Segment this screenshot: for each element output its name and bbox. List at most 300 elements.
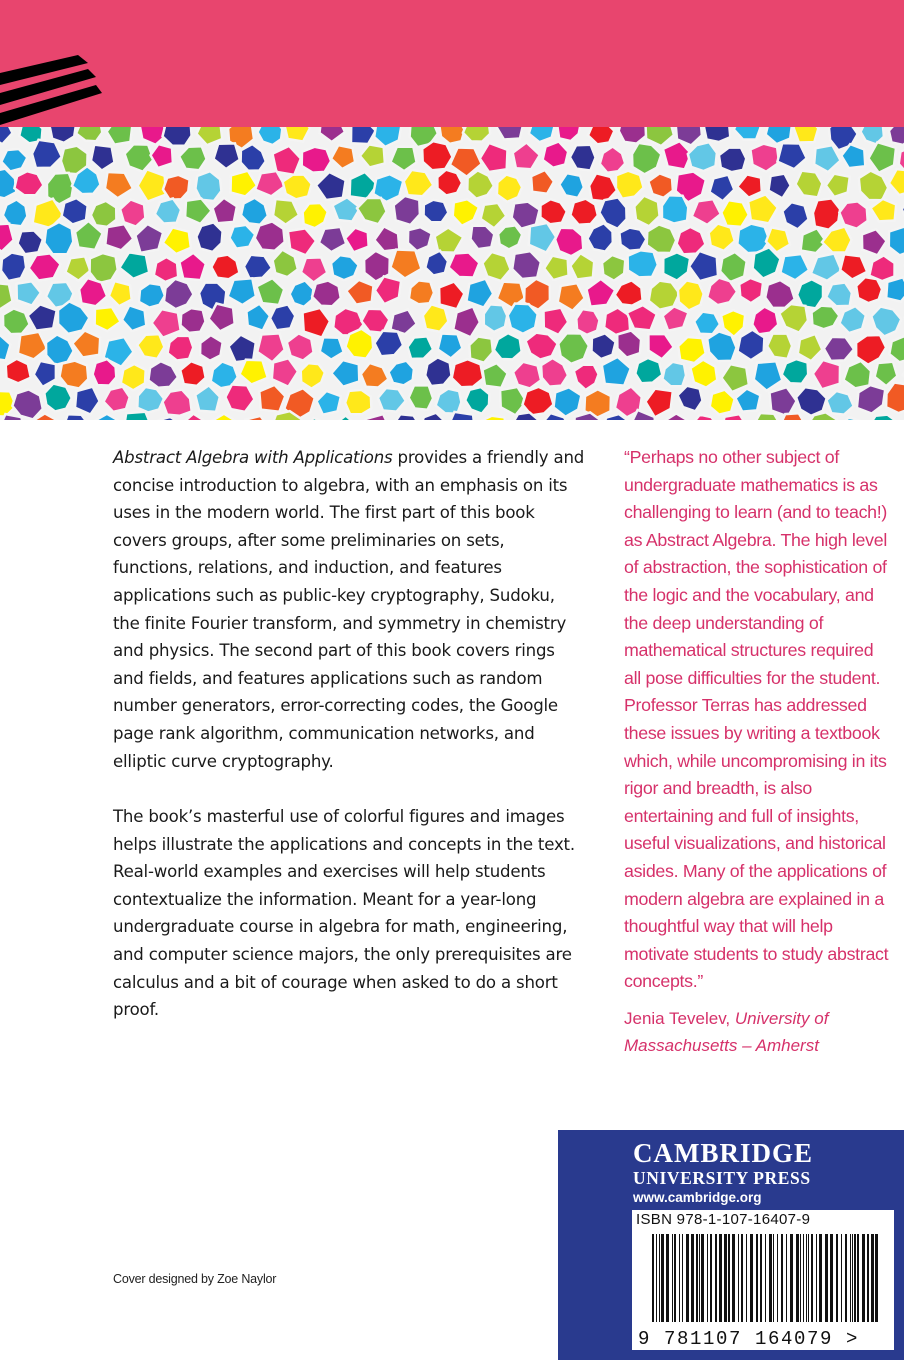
barcode-bar xyxy=(765,1234,766,1322)
mosaic-tile xyxy=(780,254,809,280)
mosaic-tile xyxy=(570,199,598,225)
barcode-bar xyxy=(825,1234,828,1322)
mosaic-tile xyxy=(558,333,589,364)
endorsement-quote: “Perhaps no other subject of undergraduate mathematics is as challenging to learn (and to teach!) as Abstract Algebra. The high level of abstraction, the sophistication of the logic and the vocabulary, and the deep understanding of mathematical structures required all pose difficulties for the student. Professor Terras has addressed these issues by writing a textbook which, while uncompromising in its rigor and breadth, is also entertaining and full of insights, useful visualizations, and historical asides. Many of the applications of modern algebra are explained in a thoughtful way that will help motivate students to study abstract concepts.” xyxy=(624,447,889,992)
barcode-bars xyxy=(632,1232,894,1350)
mosaic-tile xyxy=(91,201,117,227)
mosaic-tile xyxy=(453,199,479,226)
mosaic-tile xyxy=(769,174,791,199)
mosaic-tile xyxy=(424,200,449,223)
mosaic-tile xyxy=(76,127,102,141)
mosaic-tile xyxy=(813,198,840,229)
mosaic-tile xyxy=(694,312,720,335)
mosaic-tile xyxy=(840,306,866,333)
barcode-bar xyxy=(816,1234,817,1322)
publisher-name: CAMBRIDGE xyxy=(633,1138,814,1168)
mosaic-tile xyxy=(709,224,735,251)
mosaic-tile xyxy=(72,331,100,358)
mosaic-tile xyxy=(150,417,181,420)
mosaic-tile xyxy=(793,127,818,143)
mosaic-tile xyxy=(244,255,272,279)
mosaic-tile xyxy=(615,280,643,305)
mosaic-tile xyxy=(312,281,341,307)
mosaic-tile xyxy=(390,250,421,279)
barcode-bar xyxy=(790,1234,793,1322)
barcode-bar xyxy=(715,1234,717,1322)
mosaic-tile xyxy=(469,337,493,363)
mosaic-tile xyxy=(453,307,480,338)
mosaic-tile xyxy=(483,363,508,388)
mosaic-tile xyxy=(663,252,690,280)
mosaic-tile xyxy=(720,252,747,282)
mosaic-tile xyxy=(739,278,763,303)
mosaic-tile xyxy=(544,308,569,335)
publisher-subtitle: UNIVERSITY PRESS xyxy=(633,1168,811,1188)
mosaic-tile xyxy=(109,281,132,306)
mosaic-tile xyxy=(272,358,298,386)
mosaic-tile xyxy=(688,142,717,171)
book-title-italic: Abstract Algebra with Applications xyxy=(113,448,393,467)
mosaic-tile xyxy=(754,361,783,390)
mosaic-tile xyxy=(646,127,674,146)
mosaic-tile xyxy=(409,280,434,304)
mosaic-tile xyxy=(185,199,212,224)
mosaic-tile xyxy=(619,228,646,251)
barcode-bar xyxy=(679,1234,680,1322)
mosaic-tile xyxy=(796,387,827,416)
mosaic-tile xyxy=(180,361,206,386)
mosaic-tile xyxy=(497,175,522,202)
mosaic-tile xyxy=(423,304,449,331)
mosaic-tile xyxy=(257,333,285,362)
barcode-digits: 9 781107 164079 > xyxy=(638,1328,860,1350)
mosaic-tile xyxy=(628,250,658,277)
mosaic-tile xyxy=(471,226,495,250)
mosaic-tile xyxy=(320,127,346,142)
mosaic-tile xyxy=(283,175,312,200)
barcode-bar xyxy=(777,1234,778,1322)
mosaic-tile xyxy=(393,414,421,420)
mosaic-tile xyxy=(333,416,358,421)
barcode-bar xyxy=(811,1234,813,1322)
mosaic-tile xyxy=(290,281,314,307)
barcode-bar xyxy=(699,1234,700,1322)
mosaic-tile xyxy=(796,171,823,198)
mosaic-tile xyxy=(44,222,73,254)
mosaic-tile xyxy=(195,171,221,201)
mosaic-tile xyxy=(148,361,178,388)
mosaic-tile xyxy=(211,255,239,280)
barcode-bar xyxy=(746,1234,747,1322)
publisher-url: www.cambridge.org xyxy=(633,1190,762,1205)
quote-attribution xyxy=(624,1005,892,1059)
barcode-bar xyxy=(674,1234,676,1322)
mosaic-tile xyxy=(93,359,117,385)
mosaic-tile xyxy=(693,415,719,420)
mosaic-tile xyxy=(508,304,538,334)
mosaic-tile xyxy=(602,357,631,386)
description-paragraph-1 xyxy=(113,444,585,775)
mosaic-tile xyxy=(721,414,748,420)
barcode-bar xyxy=(850,1234,851,1322)
mosaic-tile xyxy=(587,279,616,307)
mosaic-tile xyxy=(813,360,840,389)
mosaic-tile xyxy=(58,301,89,334)
mosaic-tile xyxy=(425,357,451,386)
mosaic-tile xyxy=(856,277,882,303)
barcode-bar xyxy=(841,1234,842,1322)
mosaic-tile xyxy=(284,127,310,142)
mosaic-tile xyxy=(302,147,331,173)
mosaic-tile xyxy=(331,360,359,387)
mosaic-tile xyxy=(351,127,376,144)
barcode-bar xyxy=(724,1234,727,1322)
mosaic-tile xyxy=(17,281,41,305)
mosaic-tile xyxy=(748,194,778,223)
mosaic-tile xyxy=(540,199,566,224)
mosaic-tile xyxy=(333,197,361,221)
barcode-bar xyxy=(830,1234,833,1322)
barcode-bar xyxy=(682,1234,683,1322)
mosaic-tile xyxy=(378,388,406,412)
barcode-bar xyxy=(738,1234,739,1322)
barcode-bar xyxy=(707,1234,708,1322)
mosaic-tile xyxy=(6,359,31,384)
mosaic-tile xyxy=(826,391,853,415)
mosaic-tile xyxy=(812,306,840,330)
mosaic-tile xyxy=(138,169,166,201)
mosaic-tile xyxy=(512,251,541,279)
mosaic-tile xyxy=(782,359,809,384)
mosaic-tile xyxy=(1,253,26,282)
mosaic-tile xyxy=(345,390,371,414)
mosaic-tile xyxy=(452,359,484,387)
mosaic-tile xyxy=(139,283,165,307)
mosaic-tile xyxy=(196,222,222,252)
mosaic-tile xyxy=(797,279,823,308)
mosaic-tile xyxy=(588,127,614,144)
mosaic-tile xyxy=(273,199,299,225)
mosaic-tile xyxy=(361,363,389,388)
mosaic-tile xyxy=(331,145,355,169)
mosaic-tile xyxy=(151,144,173,168)
mosaic-tile xyxy=(602,255,625,281)
mosaic-tile xyxy=(861,127,884,144)
mosaic-tile xyxy=(635,358,662,383)
mosaic-tile xyxy=(374,127,401,147)
isbn-label: ISBN 978-1-107-16407-9 xyxy=(636,1211,811,1228)
mosaic-tile xyxy=(480,143,508,172)
mosaic-tile xyxy=(240,360,268,385)
mosaic-tile xyxy=(479,416,507,420)
mosaic-tile xyxy=(496,127,524,140)
mosaic-tile xyxy=(889,169,904,195)
barcode-bar xyxy=(862,1234,865,1322)
mosaic-tile xyxy=(886,277,904,301)
mosaic-tile xyxy=(317,391,342,415)
mosaic-tile xyxy=(719,148,746,173)
mosaic-tile xyxy=(692,199,721,225)
mosaic-tile xyxy=(200,335,223,361)
mosaic-tile xyxy=(436,389,462,414)
mosaic-tile xyxy=(258,127,283,145)
mosaic-tile xyxy=(257,278,285,305)
barcode-bar xyxy=(845,1234,847,1322)
mosaic-tile xyxy=(777,143,806,169)
mosaic-tile xyxy=(498,225,522,249)
barcode-bar xyxy=(773,1234,774,1322)
mosaic-tile xyxy=(678,337,706,363)
mosaic-tile xyxy=(531,170,554,194)
mosaic-tile xyxy=(616,171,644,199)
mosaic-tile xyxy=(346,280,373,305)
mosaic-tile xyxy=(592,333,616,359)
mosaic-tile xyxy=(155,199,181,224)
mosaic-tile xyxy=(270,304,295,330)
mosaic-tile xyxy=(543,142,569,168)
mosaic-tile xyxy=(647,224,677,253)
barcode-bar xyxy=(800,1234,801,1322)
barcode-bar xyxy=(756,1234,758,1322)
mosaic-tile xyxy=(105,224,133,250)
barcode-bar xyxy=(719,1234,722,1322)
mosaic-tile xyxy=(18,332,47,360)
mosaic-tile xyxy=(779,304,808,333)
mosaic-tile xyxy=(357,198,387,224)
mosaic-tile xyxy=(375,331,404,357)
mosaic-tile xyxy=(408,336,434,359)
barcode-bar xyxy=(836,1234,838,1322)
mosaic-tile xyxy=(704,127,730,142)
mosaic-tile xyxy=(120,199,145,226)
diagonal-stripes-decoration xyxy=(0,55,110,125)
mosaic-tile xyxy=(119,252,149,278)
isbn-barcode xyxy=(632,1210,894,1350)
mosaic-tile xyxy=(195,385,220,412)
mosaic-tile xyxy=(303,308,331,338)
mosaic-tile xyxy=(231,171,258,197)
mosaic-tile xyxy=(404,170,434,196)
mosaic-tile xyxy=(46,335,74,366)
mosaic-tile xyxy=(752,307,778,335)
mosaic-tile xyxy=(107,127,133,145)
mosaic-tile xyxy=(122,305,146,331)
barcode-bar xyxy=(728,1234,730,1322)
barcode-bar xyxy=(741,1234,743,1322)
mosaic-tile xyxy=(735,389,760,412)
mosaic-tile xyxy=(437,170,462,196)
mosaic-tile xyxy=(678,386,703,412)
mosaic-tile xyxy=(301,363,325,389)
mosaic-tile xyxy=(754,413,781,420)
barcode-bar xyxy=(710,1234,712,1322)
mosaic-tile xyxy=(662,195,688,223)
mosaic-tile xyxy=(721,200,749,227)
mosaic-tile xyxy=(663,306,689,330)
mosaic-tile xyxy=(710,175,735,201)
mosaic-tile xyxy=(645,389,672,418)
mosaic-tile xyxy=(75,387,100,415)
mosaic-tile xyxy=(734,127,761,140)
mosaic-tile xyxy=(0,334,11,361)
mosaic-tile xyxy=(484,304,507,332)
mosaic-tile xyxy=(363,414,392,420)
barcode-bar xyxy=(857,1234,859,1322)
mosaic-tile xyxy=(229,335,256,363)
mosaic-tile xyxy=(230,225,256,249)
mosaic-tile xyxy=(837,417,866,420)
mosaic-tile xyxy=(255,171,285,196)
mosaic-tile xyxy=(871,199,897,222)
mosaic-tile xyxy=(541,358,568,387)
mosaic-tile xyxy=(857,385,885,413)
mosaic-tile xyxy=(331,255,359,280)
mosaic-tile xyxy=(889,127,904,145)
mosaic-tile xyxy=(91,145,115,171)
mosaic-tile xyxy=(766,127,792,144)
mosaic-tile xyxy=(390,147,416,172)
mosaic-tile xyxy=(526,333,558,360)
mosaic-tile xyxy=(588,223,613,251)
mosaic-tile xyxy=(869,415,899,420)
mosaic-tile xyxy=(570,145,596,171)
mosaic-tile xyxy=(95,307,121,331)
mosaic-tile xyxy=(303,203,328,228)
mosaic-tile xyxy=(677,227,706,255)
mosaic-tile xyxy=(214,143,240,169)
description-paragraph-2: The book’s masterful use of colorful figures and images helps illustrate the applications and concepts in the text. Real-world examples and exercises will help students contextualize the information. Meant for a year-long undergraduate course in algebra for math, engineering, and computer science majors, the only prerequisites are calculus and a bit of courage when asked to do a short proof. xyxy=(113,807,575,1020)
mosaic-tile xyxy=(523,387,554,416)
mosaic-tile xyxy=(179,146,207,170)
mosaic-tile xyxy=(463,127,490,142)
mosaic-tile xyxy=(662,362,686,387)
mosaic-tile xyxy=(649,281,680,310)
mosaic-tile xyxy=(494,333,522,359)
mosaic-tile xyxy=(576,309,599,335)
mosaic-tile xyxy=(50,127,76,143)
mosaic-tile xyxy=(163,227,191,254)
barcode-bar xyxy=(701,1234,704,1322)
mosaic-tile xyxy=(648,334,673,359)
barcode-bar xyxy=(666,1234,669,1322)
mosaic-tile xyxy=(559,173,584,198)
mosaic-tile xyxy=(241,144,266,171)
mosaic-tile xyxy=(164,279,194,309)
mosaic-tile xyxy=(63,414,89,420)
barcode-bar xyxy=(875,1234,878,1322)
mosaic-tile xyxy=(12,389,42,419)
mosaic-tile xyxy=(18,231,43,255)
mosaic-tile xyxy=(558,127,581,141)
mosaic-tile xyxy=(29,253,61,280)
mosaic-tile xyxy=(104,387,130,412)
mosaic-tile xyxy=(345,228,369,253)
mosaic-tile xyxy=(465,387,489,414)
mosaic-tile xyxy=(529,223,556,253)
mosaic-tile xyxy=(767,334,792,359)
mosaic-tile xyxy=(0,169,16,199)
quote-affiliation: University of Massachusetts – Amherst xyxy=(624,1009,829,1055)
cover-designer-credit: Cover designed by Zoe Naylor xyxy=(113,1272,277,1286)
mosaic-tile xyxy=(105,172,133,198)
mosaic-tile xyxy=(868,142,896,173)
mosaic-tile xyxy=(619,127,648,144)
mosaic-tile xyxy=(529,127,555,142)
mosaic-tile xyxy=(482,252,510,281)
barcode-bar xyxy=(786,1234,787,1322)
mosaic-tile xyxy=(3,200,28,227)
mosaic-tile xyxy=(3,309,30,335)
mosaic-tile xyxy=(409,385,434,410)
barcode-bar xyxy=(760,1234,762,1322)
mosaic-tile xyxy=(770,387,797,416)
mosaic-tile xyxy=(513,143,540,170)
mosaic-tile xyxy=(422,141,452,170)
mosaic-tile xyxy=(255,221,285,250)
mosaic-tile xyxy=(316,172,346,200)
mosaic-tile xyxy=(374,226,399,251)
mosaic-tile xyxy=(627,305,657,330)
mosaic-tile xyxy=(782,202,808,229)
mosaic-tile xyxy=(163,390,192,416)
mosaic-tile xyxy=(420,413,446,420)
mosaic-tile xyxy=(137,334,164,359)
mosaic-tile xyxy=(689,251,718,281)
mosaic-tile xyxy=(467,170,494,198)
barcode-bar xyxy=(852,1234,853,1322)
mosaic-tile xyxy=(554,387,582,416)
barcode-bar xyxy=(652,1234,654,1322)
barcode-bar xyxy=(819,1234,822,1322)
barcode-bar xyxy=(732,1234,735,1322)
mosaic-tile xyxy=(28,304,57,330)
mosaic-tile xyxy=(750,144,779,172)
mosaic-tile xyxy=(259,385,285,412)
mosaic-tile xyxy=(721,364,749,392)
mosaic-tile xyxy=(288,228,316,255)
mosaic-tile xyxy=(822,227,852,253)
mosaic-tile xyxy=(449,253,480,278)
mosaic-tile xyxy=(707,331,736,361)
mosaic-tile xyxy=(320,337,344,359)
barcode-bar xyxy=(781,1234,783,1322)
mosaic-tile xyxy=(60,361,89,389)
mosaic-tile xyxy=(121,364,146,390)
barcode-bar xyxy=(661,1234,664,1322)
mosaic-tile xyxy=(241,198,268,225)
mosaic-tile xyxy=(632,143,661,174)
mosaic-tile xyxy=(737,174,762,197)
mosaic-tile xyxy=(32,140,62,168)
mosaic-tile xyxy=(319,227,346,252)
mosaic-tile xyxy=(44,384,72,412)
mosaic-tile xyxy=(225,385,254,412)
mosaic-tile xyxy=(179,253,206,280)
mosaic-tile xyxy=(678,280,704,310)
mosaic-tile xyxy=(213,198,237,223)
mosaic-tile xyxy=(663,413,690,420)
quote-author: Jenia Tevelev, xyxy=(624,1009,731,1028)
barcode-bar xyxy=(672,1234,673,1322)
barcode-bar xyxy=(769,1234,772,1322)
mosaic-tile xyxy=(826,283,852,307)
mosaic-tile xyxy=(824,337,854,361)
mosaic-tile xyxy=(811,254,842,281)
mosaic-tile xyxy=(555,228,583,257)
mosaic-tile xyxy=(389,361,414,386)
mosaic-tile xyxy=(305,418,328,420)
mosaic-tile xyxy=(600,147,625,173)
